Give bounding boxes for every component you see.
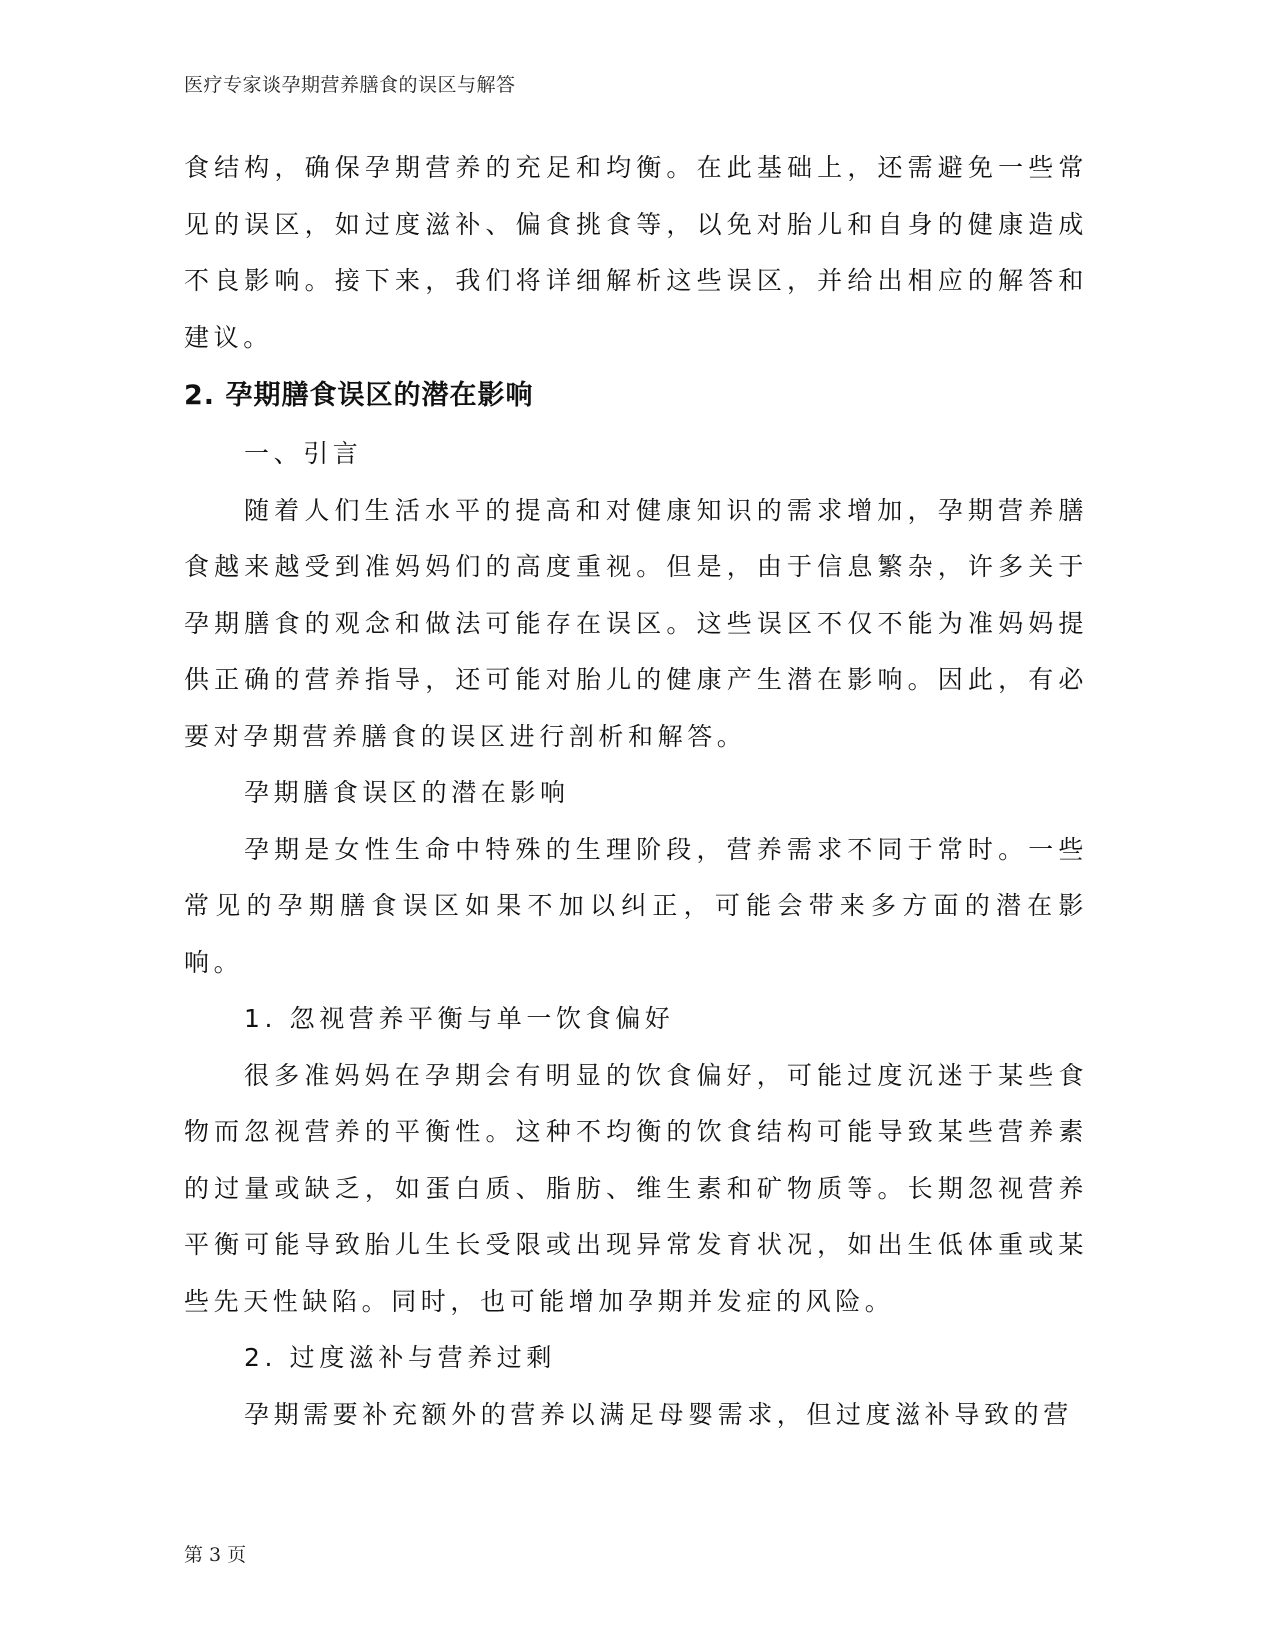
page-number: 第 3 页 — [184, 1544, 247, 1566]
subsection-title: 孕期膳食误区的潜在影响 — [244, 778, 570, 807]
intro-heading: 一、引言 — [244, 439, 363, 468]
page-header-title: 医疗专家谈孕期营养膳食的误区与解答 — [184, 74, 516, 96]
paragraph-continuation: 食结构，确保孕期营养的充足和均衡。在此基础上，还需避免一些常见的误区，如过度滋补、偏食挑食等，以免对胎儿和自身的健康造成不良影响。接下来，我们将详细解析这些误区，并给出相应的解答和建议。 — [184, 153, 1088, 352]
paragraph-item-2: 孕期需要补充额外的营养以满足母婴需求，但过度滋补导致的营 — [244, 1399, 1073, 1429]
paragraph-pregnancy: 孕期是女性生命中特殊的生理阶段，营养需求不同于常时。一些常见的孕期膳食误区如果不加以纠正，可能会带来多方面的潜在影响。 — [184, 834, 1088, 977]
item-2-heading: 2. 过度滋补与营养过剩 — [244, 1343, 557, 1372]
item-1-heading: 1. 忽视营养平衡与单一饮食偏好 — [244, 1004, 675, 1033]
paragraph-intro: 随着人们生活水平的提高和对健康知识的需求增加，孕期营养膳食越来越受到准妈妈们的高度重视。但是，由于信息繁杂，许多关于孕期膳食的观念和做法可能存在误区。这些误区不仅不能为准妈妈提供正确的营养指导，还可能对胎儿的健康产生潜在影响。因此，有必要对孕期营养膳食的误区进行剖析和解答。 — [184, 495, 1088, 751]
paragraph-item-1: 很多准妈妈在孕期会有明显的饮食偏好，可能过度沉迷于某些食物而忽视营养的平衡性。这种不均衡的饮食结构可能导致某些营养素的过量或缺乏，如蛋白质、脂肪、维生素和矿物质等。长期忽视营养平衡可能导致胎儿生长受限或出现异常发育状况，如出生低体重或某些先天性缺陷。同时，也可能增加孕期并发症的风险。 — [184, 1060, 1088, 1316]
section-heading: 2. 孕期膳食误区的潜在影响 — [184, 380, 534, 411]
document-body — [184, 140, 1088, 1443]
